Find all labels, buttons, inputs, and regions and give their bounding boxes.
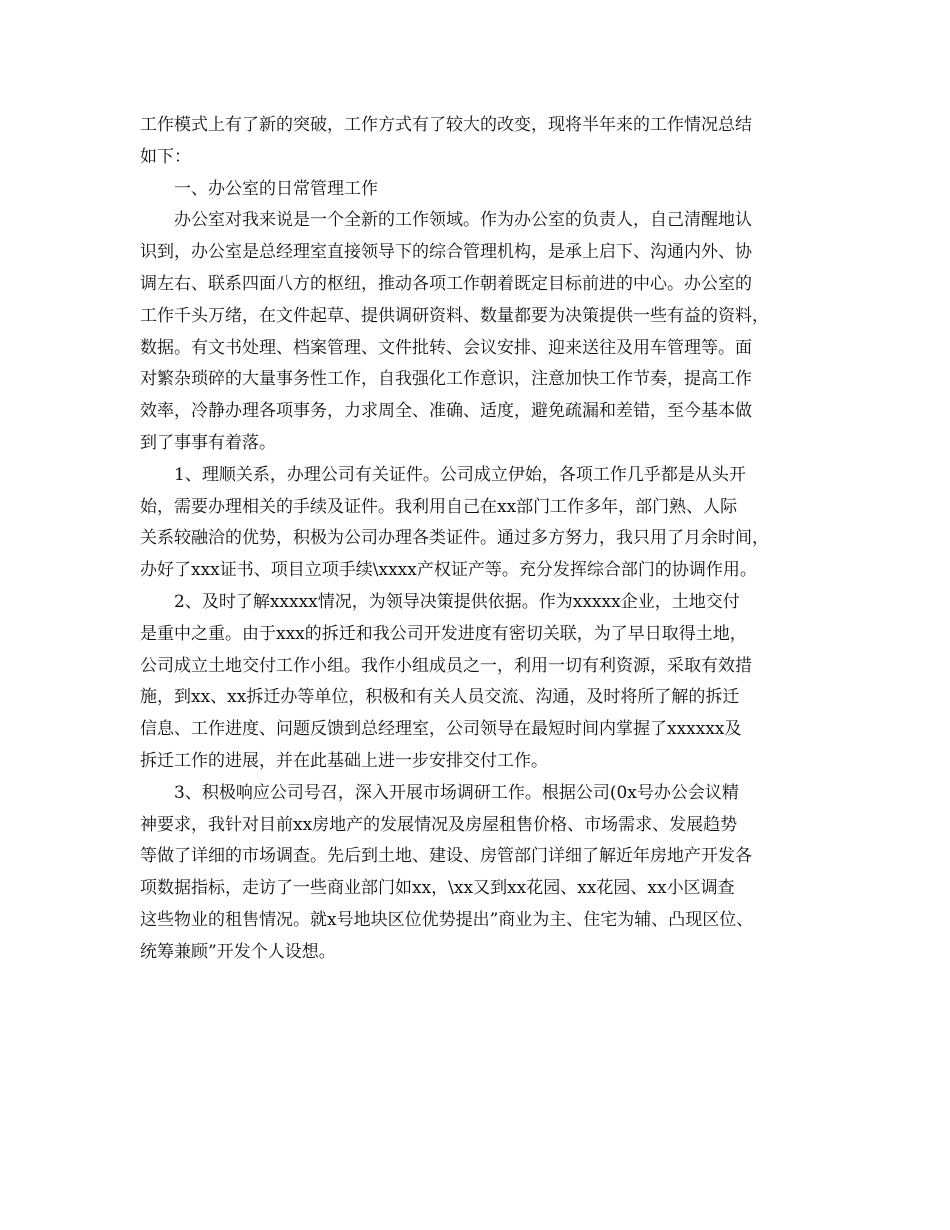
text-line: 公司成立土地交付工作小组。我作小组成员之一，利用一切有利资源，采取有效措 <box>140 655 752 676</box>
text-line: 调左右、联系四面八方的枢纽，推动各项工作朝着既定目标前进的中心。办公室的 <box>140 273 752 294</box>
text-line: 统筹兼顾”开发个人设想。 <box>140 941 336 962</box>
text-line: 关系较融洽的优势，积极为公司办理各类证件。通过多方努力，我只用了月余时间， <box>140 528 769 549</box>
text-line: 办好了xxx证书、项目立项手续\xxxx产权证产等。充分发挥综合部门的协调作用。 <box>140 560 757 581</box>
text-line: 拆迁工作的进展，并在此基础上进一步安排交付工作。 <box>140 750 548 771</box>
text-line: 工作模式上有了新的突破，工作方式有了较大的改变，现将半年来的工作情况总结 <box>140 115 752 135</box>
text-line: 信息、工作进度、问题反馈到总经理室，公司领导在最短时间内掌握了xxxxxx及 <box>140 719 742 740</box>
text-line: 施，到xx、xx拆迁办等单位，积极和有关人员交流、沟通，及时将所了解的拆迁 <box>140 687 740 708</box>
text-line: 办公室对我来说是一个全新的工作领域。作为办公室的负责人，自己清醒地认 <box>174 210 752 231</box>
text-line: 工作千头万绪，在文件起草、提供调研资料、数量都要为决策提供一些有益的资料， <box>140 305 769 326</box>
text-line: 效率，冷静办理各项事务，力求周全、准确、适度，避免疏漏和差错，至今基本做 <box>140 401 752 422</box>
text-line: 等做了详细的市场调查。先后到土地、建设、房管部门详细了解近年房地产开发各 <box>140 846 752 867</box>
text-line: 到了事事有着落。 <box>140 432 276 453</box>
text-line: 是重中之重。由于xxx的拆迁和我公司开发进度有密切关联，为了早日取得土地， <box>140 623 747 644</box>
text-line: 数据。有文书处理、档案管理、文件批转、会议安排、迎来送往及用车管理等。面 <box>140 337 752 358</box>
text-line: 1、理顺关系，办理公司有关证件。公司成立伊始，各项工作几乎都是从头开 <box>174 464 746 485</box>
text-line: 2、及时了解xxxxx情况，为领导决策提供依据。作为xxxxx企业，土地交付 <box>174 591 740 612</box>
text-line: 一、办公室的日常管理工作 <box>174 178 378 199</box>
text-line: 如下： <box>140 146 191 167</box>
text-line: 对繁杂琐碎的大量事务性工作，自我强化工作意识，注意加快工作节奏，提高工作 <box>140 369 752 390</box>
document-body <box>140 110 820 969</box>
text-line: 神要求，我针对目前xx房地产的发展情况及房屋租售价格、市场需求、发展趋势 <box>140 814 738 835</box>
text-line: 项数据指标，走访了一些商业部门如xx，\xx又到xx花园、xx花园、xx小区调查 <box>140 878 735 899</box>
text-line: 始，需要办理相关的手续及证件。我利用自己在xx部门工作多年，部门熟、人际 <box>140 496 738 517</box>
text-line: 这些物业的租售情况。就x号地块区位优势提出”商业为主、住宅为辅、凸现区位、 <box>140 909 754 930</box>
text-line: 识到，办公室是总经理室直接领导下的综合管理机构，是承上启下、沟通内外、协 <box>140 242 752 263</box>
text-line: 3、积极响应公司号召，深入开展市场调研工作。根据公司(0x号办公会议精 <box>174 782 739 803</box>
